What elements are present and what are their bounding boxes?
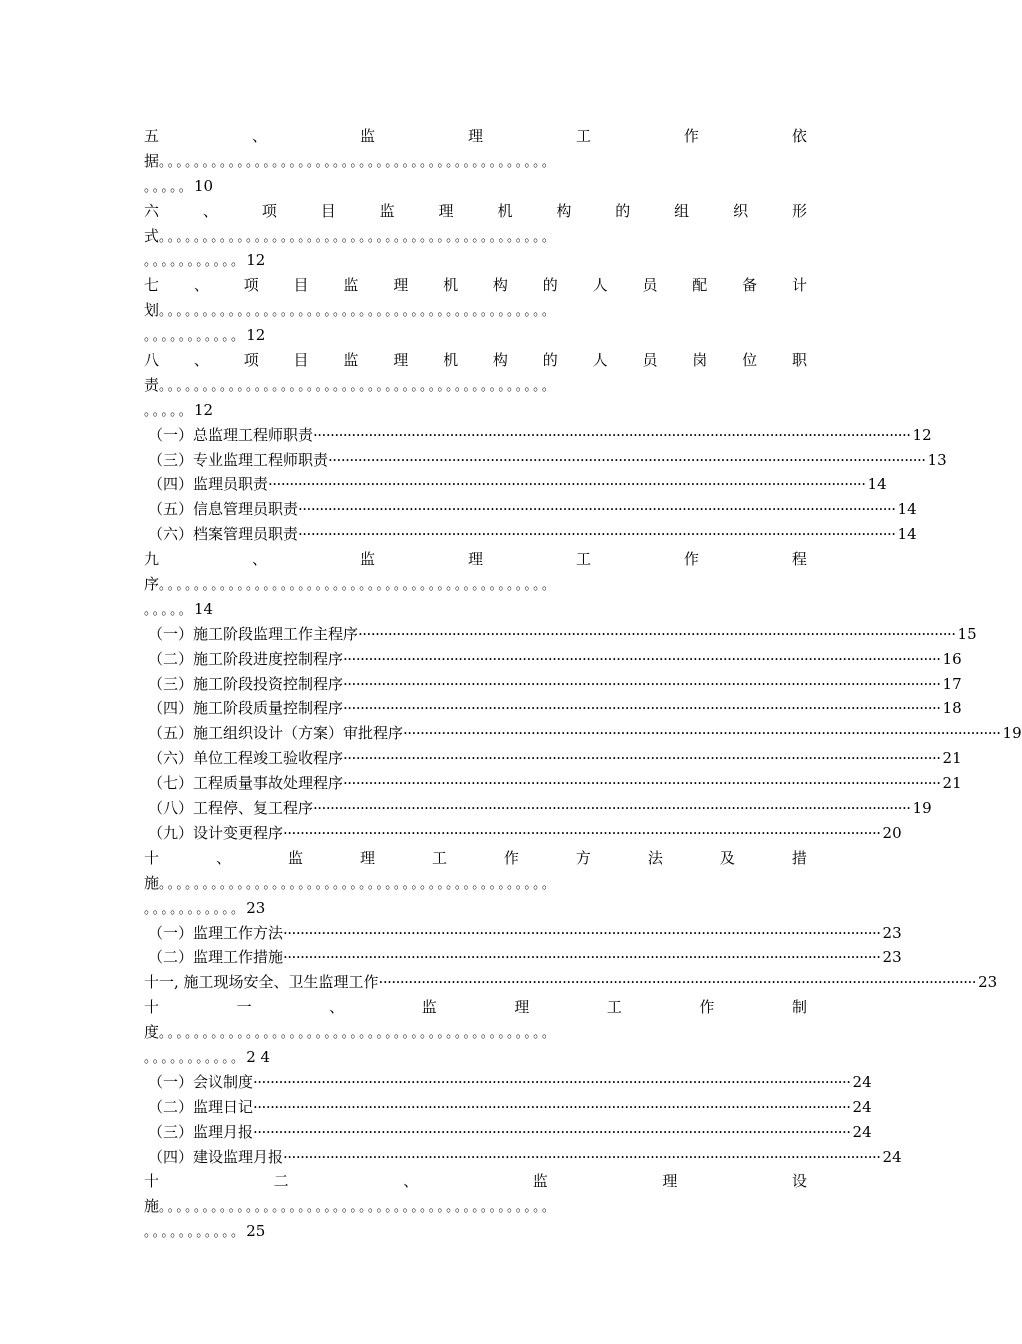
dot-leader: 。。。。。 [144,403,195,419]
page-number: 24 [882,1147,902,1166]
heading-char: 、 [202,201,218,220]
toc-heading-continuation [144,871,807,896]
entry-label: （六）档案管理员职责 [148,525,299,544]
dot-leader: ············································································································································ [343,699,941,718]
page-number: 24 [852,1072,872,1091]
heading-char: 依 [791,127,807,145]
dot-leader: 。。。。。。。。。。。 [144,901,247,917]
heading-char: 工 [431,848,447,867]
entry-label: （四）监理员职责 [148,475,269,494]
toc-heading-page-line [144,323,807,348]
heading-char: 位 [742,351,758,370]
toc-heading-page-line [144,896,807,921]
heading-char: 十 [144,848,160,867]
heading-char: 监 [343,351,359,370]
dot-leader: 。。。。。。。。。。。。。。。。。。。。。。。。。。。。。。。。。。。。。。。。。。。。。 [159,578,558,594]
heading-char: 工 [575,127,591,145]
heading-char: 构 [492,351,508,370]
heading-char: 程 [791,550,807,569]
heading-char: 机 [443,276,459,295]
toc-heading-continuation [144,149,807,174]
page-number: 24 [852,1122,872,1141]
page-number: 14 [867,475,887,494]
page-number: 12 [194,400,214,419]
heading-char: 理 [662,1172,678,1191]
page-number: 25 [246,1222,266,1241]
toc-heading-line [144,124,807,149]
toc-heading-page-line [144,597,807,622]
dot-leader: 。。。。。。。。。。。。。。。。。。。。。。。。。。。。。。。。。。。。。。。。。。。。。 [159,378,558,394]
page-number: 14 [897,525,917,544]
toc-subentry [144,796,932,821]
page-number: 18 [942,699,962,718]
heading-char: 理 [467,127,483,145]
page-number: 23 [882,948,902,967]
heading-char: 、 [215,848,231,867]
heading-char: 组 [674,201,690,220]
heading-char: 监 [359,550,375,569]
page-number: 19 [912,799,932,818]
heading-char: 构 [492,276,508,295]
toc-heading-line [144,1169,807,1194]
heading-char: 及 [719,848,735,867]
heading-char: 理 [393,351,409,370]
heading-char: 构 [556,201,572,220]
heading-char: 、 [193,351,209,370]
dot-leader: ············································································································································ [283,948,881,967]
table-of-contents [144,124,1022,1244]
dot-leader: ············································································································································ [343,649,941,668]
page-number: 12 [912,425,932,444]
heading-char: 计 [791,276,807,295]
heading-char: 五 [144,127,160,145]
dot-leader: ············································································································································ [313,425,911,444]
dot-leader: ············································································································································ [343,674,941,693]
dot-leader: ············································································································································ [283,1147,881,1166]
toc-heading-line [144,273,807,298]
heading-char: 职 [791,351,807,370]
page-number: 20 [882,823,902,842]
toc-heading-continuation [144,1194,807,1219]
toc-heading-page-line [144,1219,807,1244]
heading-char: 作 [503,848,519,867]
dot-leader: 。。。。。。。。。。。。。。。。。。。。。。。。。。。。。。。。。。。。。。。。。。。。。 [159,876,558,892]
toc-heading-page-line [144,1045,807,1070]
toc-subentry [144,647,962,672]
heading-char: 监 [343,276,359,295]
heading-char: 制 [791,998,807,1017]
heading-char: 一 [236,998,252,1017]
heading-char: 理 [393,276,409,295]
heading-char: 人 [592,276,608,295]
dot-leader: 。。。。。。。。。。。 [144,254,247,270]
page-number: 13 [927,450,947,469]
toc-subentry [144,771,962,796]
toc-subentry [144,472,887,497]
dot-leader: ············································································································································ [343,749,941,768]
heading-char: 员 [642,351,658,370]
page-number: 12 [246,326,266,345]
page-number: 2 4 [246,1047,271,1066]
entry-label: （三）施工阶段投资控制程序 [148,674,344,693]
heading-char: 形 [791,201,807,220]
heading-char: 人 [592,351,608,370]
heading-char: 责 [144,375,160,394]
heading-char: 工 [575,550,591,569]
dot-leader: 。。。。。 [144,179,195,195]
dot-leader: ············································································································································ [378,973,977,992]
toc-heading-continuation [144,1020,807,1045]
heading-char: 的 [615,201,631,220]
toc-entry-plain [144,970,998,995]
heading-char: 施 [144,873,160,892]
entry-label: （二）监理工作措施 [148,948,284,967]
entry-label: （三）专业监理工程师职责 [148,450,329,469]
toc-heading-continuation [144,572,807,597]
dot-leader: ············································································································································ [313,799,911,818]
dot-leader: 。。。。。。。。。。。 [144,1050,247,1066]
heading-char: 、 [403,1172,419,1191]
entry-label: （四）建设监理月报 [148,1147,284,1166]
entry-label: （二）监理日记 [148,1097,254,1116]
toc-subentry [144,497,917,522]
toc-heading-page-line [144,398,807,423]
heading-char: 八 [144,351,160,370]
toc-subentry [144,821,902,846]
toc-heading-line [144,348,807,373]
dot-leader: ············································································································································ [253,1072,851,1091]
dot-leader: 。。。。。。。。。。。 [144,329,247,345]
entry-label: （一）施工阶段监理工作主程序 [148,624,359,643]
heading-char: 配 [692,276,708,295]
toc-subentry [144,448,947,473]
toc-subentry [144,696,962,721]
heading-char: 监 [421,998,437,1017]
toc-heading-line [144,547,807,572]
heading-char: 十 [144,1172,160,1191]
heading-char: 项 [261,201,277,220]
entry-label: （二）施工阶段进度控制程序 [148,649,344,668]
page-number: 21 [942,774,962,793]
toc-heading-line [144,846,807,871]
heading-char: 划 [144,301,160,320]
heading-char: 据 [144,151,160,170]
heading-char: 七 [144,276,160,295]
toc-subentry [144,746,962,771]
page-number: 17 [942,674,962,693]
dot-leader: ············································································································································ [358,624,956,643]
toc-heading-continuation [144,298,807,323]
heading-char: 目 [293,276,309,295]
toc-heading-continuation [144,224,807,249]
dot-leader: 。。。。。。。。。。。。。。。。。。。。。。。。。。。。。。。。。。。。。。。。。。。。。 [159,1200,558,1216]
toc-subentry [144,921,902,946]
dot-leader: 。。。。。。。。。。。。。。。。。。。。。。。。。。。。。。。。。。。。。。。。。。。。。 [159,304,558,320]
toc-heading-line [144,199,807,224]
heading-char: 措 [791,848,807,867]
heading-char: 度 [144,1023,160,1042]
page-number: 19 [1002,724,1022,743]
heading-char: 九 [144,550,160,569]
heading-char: 施 [144,1197,160,1216]
dot-leader: 。。。。。。。。。。。。。。。。。。。。。。。。。。。。。。。。。。。。。。。。。。。。。 [159,154,558,170]
page-number: 23 [246,898,266,917]
entry-label: 十一, 施工现场安全、卫生监理工作 [144,973,379,992]
dot-leader: ············································································································································ [343,774,941,793]
toc-subentry [144,721,1022,746]
heading-char: 备 [742,276,758,295]
heading-char: 机 [443,351,459,370]
entry-label: （六）单位工程竣工验收程序 [148,749,344,768]
heading-char: 目 [293,351,309,370]
heading-char: 岗 [692,351,708,370]
heading-char: 理 [438,201,454,220]
page-number: 24 [852,1097,872,1116]
entry-label: （七）工程质量事故处理程序 [148,774,344,793]
toc-subentry [144,522,917,547]
dot-leader: ············································································································································ [328,450,926,469]
heading-char: 项 [243,276,259,295]
heading-char: 法 [647,848,663,867]
dot-leader: 。。。。。 [144,602,195,618]
heading-char: 的 [542,351,558,370]
dot-leader: ············································································································································ [253,1097,851,1116]
heading-char: 式 [144,226,160,245]
page-number: 12 [246,251,266,270]
heading-char: 机 [497,201,513,220]
heading-char: 理 [514,998,530,1017]
toc-heading-line [144,995,807,1020]
toc-subentry [144,1095,872,1120]
heading-char: 项 [243,351,259,370]
toc-subentry [144,1145,902,1170]
dot-leader: ············································································································································ [283,923,881,942]
toc-heading-page-line [144,174,807,199]
heading-char: 作 [699,998,715,1017]
heading-char: 作 [683,127,699,145]
heading-char: 织 [733,201,749,220]
entry-label: （五）施工组织设计（方案）审批程序 [148,724,404,743]
entry-label: （八）工程停、复工程序 [148,799,314,818]
heading-char: 序 [144,575,160,594]
entry-label: （四）施工阶段质量控制程序 [148,699,344,718]
page-number: 15 [957,624,977,643]
heading-char: 、 [193,276,209,295]
page-number: 16 [942,649,962,668]
heading-char: 监 [287,848,303,867]
heading-char: 作 [683,550,699,569]
heading-char: 员 [642,276,658,295]
dot-leader: ············································································································································ [403,724,1001,743]
dot-leader: 。。。。。。。。。。。 [144,1225,247,1241]
entry-label: （九）设计变更程序 [148,823,284,842]
heading-char: 设 [791,1172,807,1191]
dot-leader: 。。。。。。。。。。。。。。。。。。。。。。。。。。。。。。。。。。。。。。。。。。。。。 [159,229,558,245]
toc-heading-page-line [144,248,807,273]
heading-char: 的 [542,276,558,295]
heading-char: 二 [273,1172,289,1191]
toc-subentry [144,1120,872,1145]
page-number: 14 [194,599,214,618]
toc-subentry [144,622,977,647]
toc-subentry [144,1070,872,1095]
dot-leader: ············································································································································ [268,475,866,494]
heading-char: 、 [251,550,267,569]
entry-label: （一）会议制度 [148,1072,254,1091]
heading-char: 、 [251,127,267,145]
page-number: 14 [897,500,917,519]
entry-label: （一）监理工作方法 [148,923,284,942]
dot-leader: ············································································································································ [253,1122,851,1141]
dot-leader: ············································································································································ [283,823,881,842]
dot-leader: ············································································································································ [298,500,896,519]
toc-subentry [144,423,932,448]
page-number: 10 [194,176,214,195]
entry-label: （三）监理月报 [148,1122,254,1141]
heading-char: 监 [532,1172,548,1191]
entry-label: （一）总监理工程师职责 [148,425,314,444]
page-number: 21 [942,749,962,768]
toc-subentry [144,945,902,970]
heading-char: 理 [467,550,483,569]
heading-char: 工 [606,998,622,1017]
page-number: 23 [882,923,902,942]
heading-char: 监 [359,127,375,145]
toc-subentry [144,672,962,697]
heading-char: 方 [575,848,591,867]
dot-leader: 。。。。。。。。。。。。。。。。。。。。。。。。。。。。。。。。。。。。。。。。。。。。。 [159,1026,558,1042]
page-number: 23 [978,973,998,992]
heading-char: 六 [144,201,160,220]
dot-leader: ············································································································································ [298,525,896,544]
toc-heading-continuation [144,373,807,398]
heading-char: 、 [329,998,345,1017]
heading-char: 目 [320,201,336,220]
entry-label: （五）信息管理员职责 [148,500,299,519]
heading-char: 十 [144,998,160,1017]
heading-char: 理 [359,848,375,867]
heading-char: 监 [379,201,395,220]
